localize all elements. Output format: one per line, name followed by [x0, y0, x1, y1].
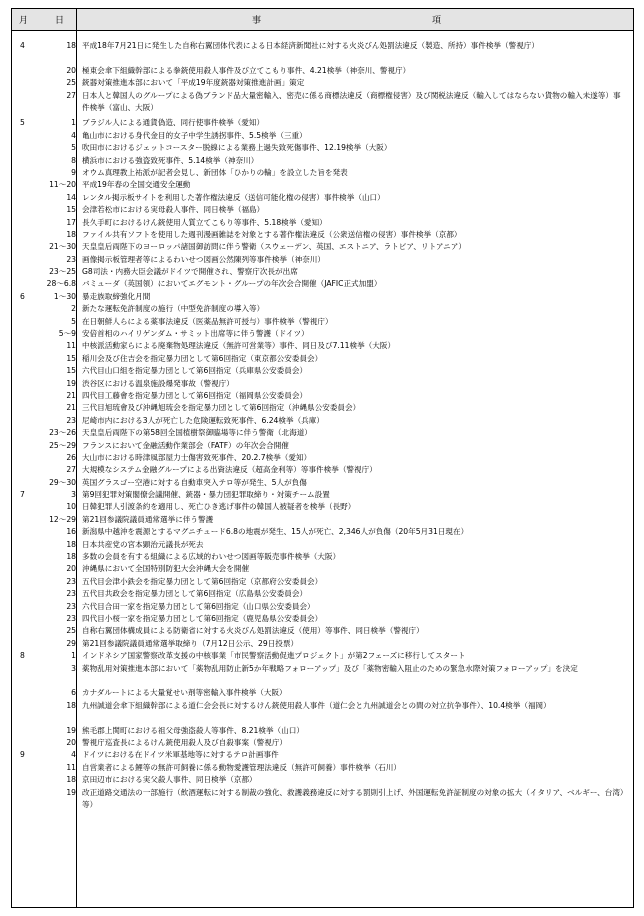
row-matter: 横浜市における強盗致死事件、5.14検挙（神奈川）	[82, 155, 259, 165]
row-matter: 日本共産党の宮本顕治元議長が死去	[82, 539, 204, 549]
row-day: 25	[66, 78, 76, 88]
table-row	[12, 402, 633, 414]
row-matter: 新たな運転免許制度の施行（中型免許制度の導入等）	[82, 304, 265, 314]
row-matter: 天皇皇后両陛下の第58回全国植樹祭御臨場等に伴う警衛（北海道）	[82, 428, 312, 438]
row-matter: 三代目旭琉會及び沖縄旭琉会を指定暴力団として第6回指定（沖縄県公安委員会）	[82, 403, 361, 413]
row-matter: 四代目小桜一家を指定暴力団として第6回指定（鹿児島県公安委員会）	[82, 614, 323, 623]
table-row	[12, 278, 633, 290]
row-matter: 自称右翼団体構成員による防衛省に対する火炎びん処罰法違反（使用）等事件、同日検挙（警視庁）	[82, 626, 424, 636]
row-month: 9	[20, 750, 25, 760]
row-day: 3	[71, 663, 76, 673]
row-matter: 沖縄県において全国特別防犯大会沖縄大会を開催	[82, 564, 250, 574]
table-row	[12, 241, 633, 253]
row-matter: 大山市における時津風部屋力士傷害致死事件、20.2.7検挙（愛知）	[82, 452, 312, 462]
chronology-table	[11, 8, 634, 908]
row-day: 8	[71, 155, 76, 165]
row-day: 18	[66, 229, 76, 239]
table-row	[12, 762, 633, 774]
row-matter: 多数の会員を有する組織による広域的わいせつ図画等販売事件検挙（大阪）	[82, 552, 341, 562]
row-day: 15	[66, 353, 76, 363]
row-month: 4	[20, 41, 25, 50]
row-matter: 平成18年7月21日に発生した自称右翼団体代表による日本経済新聞社に対する火炎びん処罰法違反（製造、所持）事件検挙（警視庁）	[82, 41, 539, 50]
row-matter: 京田辺市における実父殺人事件、同日検挙（京都）	[82, 775, 257, 785]
row-matter: 大規模なシステム金融グループによる出資法違反（超高金利等）等事件検挙（警視庁）	[82, 465, 377, 475]
table-row	[12, 489, 633, 501]
row-matter: 第9回犯罪対策閣僚会議開催、銃器・暴力団犯罪取締り・対策チーム設置	[82, 490, 330, 500]
row-matter: 自営業者による鯉等の無許可飼養に係る動物愛護管理法違反（無許可飼養）事件検挙（石川）	[82, 762, 401, 772]
row-day: 18	[66, 552, 76, 562]
row-matter: カナダルートによる大量覚せい剤等密輸入事件検挙（大阪）	[82, 688, 287, 698]
table-row	[12, 749, 633, 761]
table-row	[12, 365, 633, 377]
table-row	[12, 378, 633, 390]
row-day: 4	[71, 750, 76, 760]
row-matter: 尼崎市内における3人が死亡した危険運転致死事件、6.24検挙（兵庫）	[82, 415, 324, 425]
row-matter: オウム真理教上祐派が記者会見し、新団体「ひかりの輪」を設立した旨を発表	[82, 167, 348, 177]
table-row	[12, 328, 633, 340]
row-matter: レンタル掲示板サイトを利用した著作権法違反（送信可能化権の侵害）事件検挙（山口）	[82, 192, 385, 202]
row-day: 20	[66, 737, 76, 747]
row-matter: 改正道路交通法の一部施行（飲酒運転に対する制裁の強化、救護義務違反に対する罰則引上げ、外国運転免許証制度の対象の拡大（イタリア、ベルギー、台湾）等）	[82, 787, 628, 809]
row-day: 1	[71, 118, 76, 128]
row-day: 23～26	[49, 428, 76, 438]
row-matter: 画像掲示板管理者等によるわいせつ図画公然陳列等事件検挙（神奈川）	[82, 254, 325, 264]
row-day: 18	[66, 700, 76, 710]
table-row	[12, 353, 633, 365]
row-matter: 極東会傘下組織幹部による拳銃使用殺人事件及び立てこもり事件、4.21検挙（神奈川、警視庁）	[82, 65, 411, 75]
row-day: 21～30	[49, 242, 76, 252]
row-matter: 第21回参議院議員通常選挙に伴う警護	[82, 514, 214, 524]
table-row	[12, 576, 633, 588]
row-day: 18	[66, 539, 76, 549]
row-matter: 吹田市におけるジェットコースター脱線による業務上過失致死傷事件、12.19検挙（大阪）	[82, 143, 392, 153]
row-matter: 新潟県中越沖を震源とするマグニチュード6.8の地震が発生、15人が死亡、2,346人が負傷（20年5月31日現在）	[82, 527, 469, 537]
row-day: 16	[66, 527, 76, 537]
row-day: 15	[66, 205, 76, 215]
table-row	[12, 737, 633, 749]
table-row	[12, 526, 633, 538]
row-matter: 亀山市における身代金目的女子中学生誘拐事件、5.5検挙（三重）	[82, 130, 307, 140]
table-row	[12, 613, 633, 625]
row-matter: ドイツにおける在ドイツ米軍基地等に対するテロ計画事件	[82, 750, 279, 760]
table-row	[12, 130, 633, 142]
row-day: 21	[66, 390, 76, 400]
table-row	[12, 601, 633, 613]
row-matter: 五代目共政会を指定暴力団として第6回指定（広島県公安委員会）	[82, 589, 308, 599]
row-matter: 四代目工藤會を指定暴力団として第6回指定（福岡県公安委員会）	[82, 390, 308, 400]
table-row	[12, 229, 633, 241]
row-matter: 五代目会津小鉄会を指定暴力団として第6回指定（京都府公安委員会）	[82, 576, 323, 586]
row-matter: フランスにおいて金融活動作業部会（FATF）の年次会合開催	[82, 440, 289, 450]
table-row	[12, 254, 633, 266]
row-day: 20	[66, 564, 76, 574]
row-matter: ファイル共有ソフトを使用した週刊漫画雑誌を対象とする著作権法違反（公衆送信権の侵害）事件検挙（京都）	[82, 229, 462, 239]
row-day: 3	[71, 490, 76, 500]
row-day: 19	[66, 378, 76, 388]
table-row	[12, 40, 633, 65]
row-day: 5	[71, 143, 76, 153]
table-row	[12, 588, 633, 600]
table-row	[12, 340, 633, 352]
table-row	[12, 452, 633, 464]
row-day: 28～6.8	[46, 279, 76, 289]
row-day: 15	[66, 366, 76, 376]
row-matter: 天皇皇后両陛下のヨーロッパ諸国御訪問に伴う警衛（スウェーデン、英国、エストニア、ラトビア、リトアニア）	[82, 242, 466, 252]
table-row	[12, 464, 633, 476]
row-matter: 暴走族取締強化月間	[82, 291, 151, 301]
row-matter: 六代目山口組を指定暴力団として第6回指定（兵庫県公安委員会）	[82, 366, 308, 376]
row-day: 26	[66, 452, 76, 462]
row-day: 4	[71, 130, 76, 140]
row-day: 5	[71, 316, 76, 326]
row-matter: 会津若松市における実母殺人事件、同日検挙（福島）	[82, 205, 265, 215]
row-matter: 薬物乱用対策推進本部において「薬物乱用防止新5か年戦略フォローアップ」及び「薬物密輸入阻止のための緊急水際対策フォローアップ」を決定	[82, 663, 578, 673]
row-month: 8	[20, 651, 25, 661]
table-header	[12, 9, 633, 31]
row-day: 9	[71, 167, 76, 177]
row-day: 23	[66, 601, 76, 611]
table-row	[12, 663, 633, 688]
row-day: 17	[66, 217, 76, 227]
row-day: 23～25	[49, 267, 76, 277]
row-day: 29～30	[49, 477, 76, 487]
table-row	[12, 303, 633, 315]
table-row	[12, 563, 633, 575]
row-day: 25	[66, 626, 76, 636]
table-row	[12, 90, 633, 115]
table-row	[12, 65, 633, 77]
row-matter: 熊毛郡上関町における祖父母強盗殺人等事件、8.21検挙（山口）	[82, 725, 304, 735]
row-matter: 九州誠道会傘下組織幹部による道仁会会長に対するけん銃使用殺人事件（道仁会と九州誠道会との間の対立抗争事件）、10.4検挙（福岡）	[82, 700, 551, 710]
row-day: 11	[66, 341, 76, 351]
table-row	[12, 390, 633, 402]
row-matter: バミューダ（英国領）においてエグモント・グループの年次会合開催（JAFIC正式加盟）	[82, 279, 382, 289]
table-row	[12, 204, 633, 216]
row-day: 23	[66, 589, 76, 599]
table-row	[12, 142, 633, 154]
table-row	[12, 551, 633, 563]
row-day: 1～30	[53, 291, 76, 301]
table-row	[12, 117, 633, 129]
row-day: 11	[66, 762, 76, 772]
table-body	[12, 40, 633, 811]
row-day: 23	[66, 254, 76, 264]
row-matter: 英国グラスゴー空港に対する自動車突入テロ等が発生、5人が負傷	[82, 477, 307, 487]
row-day: 21	[66, 403, 76, 413]
table-row	[12, 415, 633, 427]
row-day: 18	[66, 775, 76, 785]
table-row	[12, 687, 633, 699]
row-day: 14	[66, 192, 76, 202]
row-matter: 第21回参議院議員通常選挙取締り（7月12日公示、29日投票）	[82, 638, 299, 648]
row-matter: 中核派活動家らによる廃棄物処理法違反（無許可営業等）事件、同日及び7.11検挙（大阪）	[82, 341, 396, 351]
row-day: 12～29	[49, 514, 76, 524]
row-matter: 警視庁巡査長によるけん銃使用殺人及び自殺事案（警視庁）	[82, 737, 288, 747]
table-row	[12, 700, 633, 725]
table-row	[12, 440, 633, 452]
row-day: 19	[66, 787, 76, 797]
row-matter: 平成19年春の全国交通安全運動	[82, 180, 191, 190]
table-row	[12, 192, 633, 204]
row-matter: 日本人と韓国人のグループによる偽ブランド品大量密輸入、密売に係る商標法違反（商標権侵害）及び関税法違反（輸入してはならない貨物の輸入未遂等）事件検挙（富山、大阪）	[82, 90, 621, 112]
row-day: 23	[66, 415, 76, 425]
row-day: 23	[66, 576, 76, 586]
table-row	[12, 291, 633, 303]
row-matter: 安倍首相のハイリゲンダム・サミット出席等に伴う警護（ドイツ）	[82, 329, 309, 339]
row-day: 10	[66, 502, 76, 512]
row-matter: G8司法・内務大臣会議がドイツで開催され、警察庁次長が出席	[82, 267, 298, 277]
table-row	[12, 514, 633, 526]
row-day: 1	[71, 651, 76, 661]
table-row	[12, 787, 633, 812]
table-row	[12, 650, 633, 662]
table-row	[12, 638, 633, 650]
row-day: 5～9	[58, 329, 76, 339]
row-day: 27	[66, 90, 76, 100]
header-month: 月	[19, 16, 30, 26]
row-matter: ブラジル人による通貨偽造、同行使事件検挙（愛知）	[82, 118, 265, 128]
row-day: 20	[66, 65, 76, 75]
row-month: 5	[20, 118, 25, 128]
table-row	[12, 625, 633, 637]
row-matter: インドネシア国家警察改革支援の中核事業「市民警察活動促進プロジェクト」が第2フェーズに移行してスタート	[82, 651, 466, 661]
row-month: 6	[20, 291, 25, 301]
row-day: 25～29	[49, 440, 76, 450]
table-row	[12, 155, 633, 167]
table-row	[12, 217, 633, 229]
table-row	[12, 539, 633, 551]
table-row	[12, 179, 633, 191]
row-matter: 在日朝鮮人らによる薬事法違反（医薬品無許可授与）事件検挙（警視庁）	[82, 316, 333, 326]
row-day: 27	[66, 465, 76, 475]
row-day: 18	[66, 41, 76, 50]
table-row	[12, 501, 633, 513]
table-row	[12, 77, 633, 89]
header-matter: 事 項	[252, 16, 443, 26]
row-day: 2	[71, 304, 76, 314]
table-row	[12, 477, 633, 489]
row-day: 6	[71, 688, 76, 698]
table-row	[12, 427, 633, 439]
row-day: 11～20	[49, 180, 76, 190]
row-matter: 長久手町におけるけん銃使用人質立てこもり等事件、5.18検挙（愛知）	[82, 217, 327, 227]
row-matter: 銃器対策推進本部において「平成19年度銃器対策推進計画」策定	[82, 78, 305, 88]
row-month: 7	[20, 490, 25, 500]
table-row	[12, 774, 633, 786]
row-day: 19	[66, 725, 76, 735]
row-matter: 稲川会及び住吉会を指定暴力団として第6回指定（東京都公安委員会）	[82, 353, 323, 363]
row-matter: 渋谷区における温泉施設爆発事故（警視庁）	[82, 378, 234, 388]
table-row	[12, 266, 633, 278]
header-day: 日	[55, 16, 66, 26]
row-matter: 六代目合田一家を指定暴力団として第6回指定（山口県公安委員会）	[82, 601, 315, 611]
table-row	[12, 316, 633, 328]
row-matter: 日韓犯罪人引渡条約を適用し、死亡ひき逃げ事件の韓国人被疑者を検挙（長野）	[82, 502, 356, 512]
row-day: 29	[66, 638, 76, 648]
row-day: 23	[66, 614, 76, 623]
table-row	[12, 725, 633, 737]
table-row	[12, 167, 633, 179]
